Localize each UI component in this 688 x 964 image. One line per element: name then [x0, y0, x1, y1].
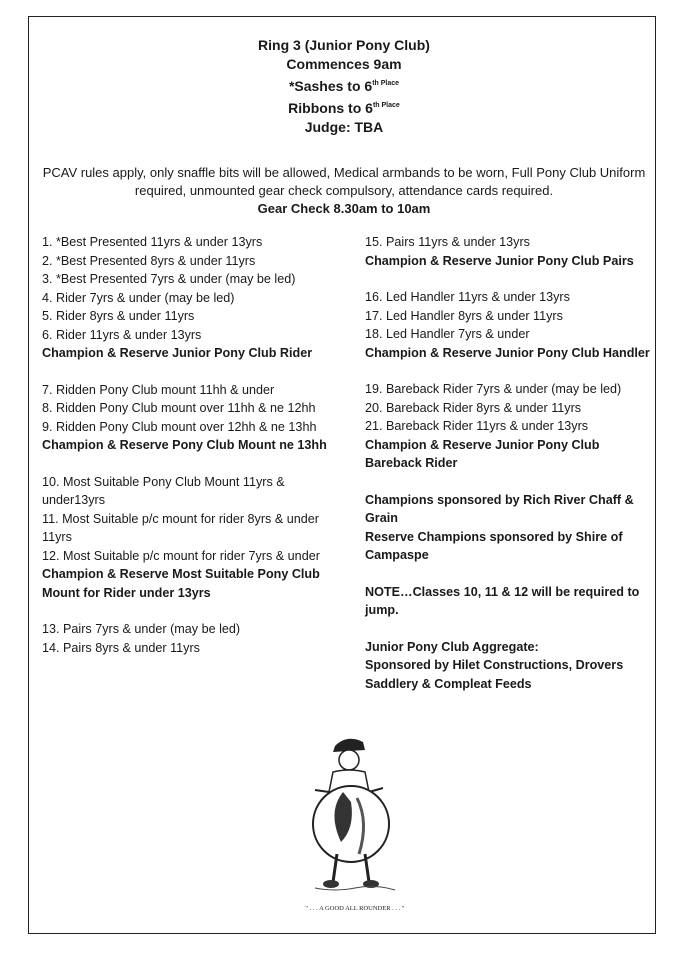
class-list-right [365, 233, 655, 693]
class-item: 6. Rider 11yrs & under 13yrs [42, 327, 202, 342]
class-item: 14. Pairs 8yrs & under 11yrs [42, 640, 200, 655]
class-item: 21. Bareback Rider 11yrs & under 13yrs [365, 419, 589, 433]
class-item: 10. Most Suitable Pony Club Mount 11yrs & under13yrs [42, 474, 285, 507]
ribbons-line: Ribbons to $6^{th Place}$ [288, 100, 400, 116]
sashes-superscript: th Place [372, 80, 400, 87]
spacer [365, 270, 655, 288]
class-item: 18. Led Handler 7yrs & under [365, 327, 530, 341]
rules-intro [40, 164, 648, 218]
class-item: 11. Most Suitable p/c mount for rider 8yrs & under 11yrs [42, 511, 319, 544]
championship-mount: Champion & Reserve Pony Club Mount ne 13hh [42, 438, 327, 452]
spacer [42, 602, 334, 620]
class-item: 2. *Best Presented 8yrs & under 11yrs [42, 253, 256, 268]
spacer [365, 473, 655, 491]
gear-check: Gear Check 8.30am to 10am [257, 201, 431, 216]
class-item: 4. Rider 7yrs & under (may be led) [42, 290, 235, 305]
sashes-line: *Sashes to $6^{th Place}$ [288, 78, 400, 94]
championship-pairs: Champion & Reserve Junior Pony Club Pairs [365, 253, 634, 268]
class-item: 17. Led Handler 8yrs & under 11yrs [365, 308, 563, 323]
class-item: 12. Most Suitable p/c mount for rider 7yrs & under [42, 548, 320, 563]
spacer [42, 455, 334, 473]
class-item: 1. *Best Presented 11yrs & under 13yrs [42, 235, 263, 249]
spacer [365, 362, 655, 380]
spacer [42, 363, 334, 381]
rules-text: PCAV rules apply, only snaffle bits will be allowed, Medical armbands to be worn, Full Pony Club Uniform required, unmounted gear check compulsory, attendance cards required. [42, 165, 646, 198]
class-item: 8. Ridden Pony Club mount over 11hh & ne 12hh [42, 401, 316, 415]
sponsor-reserve: Reserve Champions sponsored by Shire of Campaspe [365, 529, 623, 562]
class-item: 5. Rider 8yrs & under 11yrs [42, 309, 195, 323]
judge-line: Judge: TBA [304, 119, 384, 135]
sponsor-champions: Champions sponsored by Rich River Chaff & Grain [365, 492, 634, 525]
aggregate-sponsor: Sponsored by Hilet Constructions, Drovers Saddlery & Compleat Feeds [365, 658, 624, 691]
ring-title: Ring 3 (Junior Pony Club) [258, 37, 430, 53]
championship-bareback: Champion & Reserve Junior Pony Club Bareback Rider [365, 437, 600, 470]
class-item: 20. Bareback Rider 8yrs & under 11yrs [365, 400, 582, 415]
class-item: 19. Bareback Rider 7yrs & under (may be led) [365, 382, 622, 396]
class-item: 7. Ridden Pony Club mount 11hh & under [42, 382, 275, 397]
pony-rider-illustration [285, 732, 425, 917]
ring-header [0, 36, 688, 137]
class-item: 16. Led Handler 11yrs & under 13yrs [365, 290, 570, 304]
ribbons-superscript: th Place [372, 102, 400, 109]
class-item: 9. Ridden Pony Club mount over 12hh & ne 13hh [42, 419, 317, 434]
championship-rider: Champion & Reserve Junior Pony Club Rider [42, 346, 313, 360]
spacer [365, 565, 655, 583]
class-item: 15. Pairs 11yrs & under 13yrs [365, 235, 530, 249]
commences-time: Commences 9am [286, 56, 402, 72]
aggregate-title: Junior Pony Club Aggregate: [365, 639, 539, 654]
jump-note: NOTE…Classes 10, 11 & 12 will be required to jump. [365, 584, 640, 617]
spacer [365, 620, 655, 638]
class-item: 3. *Best Presented 7yrs & under (may be led) [42, 272, 296, 286]
championship-handler: Champion & Reserve Junior Pony Club Handler [365, 345, 650, 360]
illustration-caption: " . . . A GOOD ALL ROUNDER . . . " [305, 905, 405, 912]
class-list-left [42, 233, 334, 657]
class-item: 13. Pairs 7yrs & under (may be led) [42, 622, 241, 636]
championship-suitable-mount: Champion & Reserve Most Suitable Pony Club Mount for Rider under 13yrs [42, 567, 320, 600]
